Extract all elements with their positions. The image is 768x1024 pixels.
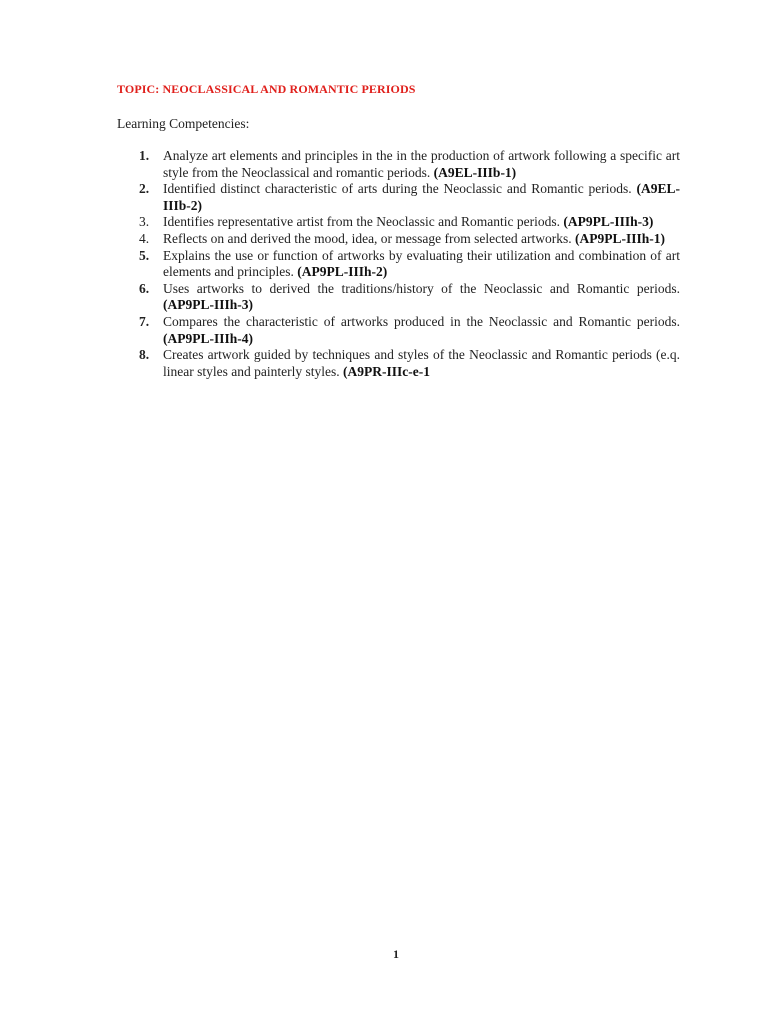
competency-text: Analyze art elements and principles in the in the production of artwork following a specific art style from the Neoclassical and romantic periods.	[163, 148, 680, 180]
competency-code: (A9PR-IIIc-e-1	[342, 363, 430, 379]
competency-code: (A9EL-IIIb-2)	[163, 181, 680, 213]
competency-code: (AP9PL-IIIh-4)	[163, 330, 253, 346]
competency-text: Uses artworks to derived the traditions/history of the Neoclassic and Romantic periods.	[163, 280, 680, 296]
competency-item	[135, 231, 680, 248]
competency-number: 6.	[139, 280, 150, 296]
competency-text: Compares the characteristic of artworks produced in the Neoclassic and Romantic periods.	[163, 313, 680, 329]
competency-list	[135, 148, 680, 380]
learning-competencies-label: Learning Competencies:	[117, 116, 250, 131]
competency-item	[135, 214, 680, 231]
competency-text: Explains the use or function of artworks by evaluating their utilization and combination of art elements and principles.	[163, 247, 680, 280]
competency-item	[135, 347, 680, 380]
competency-number: 8.	[139, 347, 150, 363]
competency-code: (AP9PL-IIIh-2)	[297, 264, 388, 280]
competency-item	[135, 148, 680, 181]
competency-item	[135, 314, 680, 347]
competency-code: (AP9PL-IIIh-3)	[563, 214, 654, 230]
competency-text: Identifies representative artist from the Neoclassic and Romantic periods.	[163, 214, 564, 230]
competency-number: 4.	[139, 230, 150, 246]
competency-number: 3.	[139, 214, 150, 230]
competency-text: Reflects on and derived the mood, idea, or message from selected artworks.	[163, 230, 575, 246]
competency-item	[135, 281, 680, 314]
competency-text: Creates artwork guided by techniques and styles of the Neoclassic and Romantic periods (e.q. linear styles and painterly styles.	[163, 347, 680, 379]
topic-heading: TOPIC: NEOCLASSICAL AND ROMANTIC PERIODS	[117, 82, 416, 96]
competency-number: 5.	[139, 247, 150, 263]
competency-code: (AP9PL-IIIh-1)	[575, 230, 665, 246]
competency-code: (A9EL-IIIb-1)	[433, 164, 517, 180]
competency-code: (AP9PL-IIIh-3)	[163, 297, 253, 313]
competency-item	[135, 248, 680, 281]
competency-number: 1.	[139, 148, 150, 163]
page-number: 1	[393, 947, 399, 961]
competency-number: 7.	[139, 313, 150, 329]
competency-text: Identified distinct characteristic of arts during the Neoclassic and Romantic periods.	[163, 181, 637, 197]
competency-number: 2.	[139, 181, 150, 197]
competency-item	[135, 181, 680, 214]
